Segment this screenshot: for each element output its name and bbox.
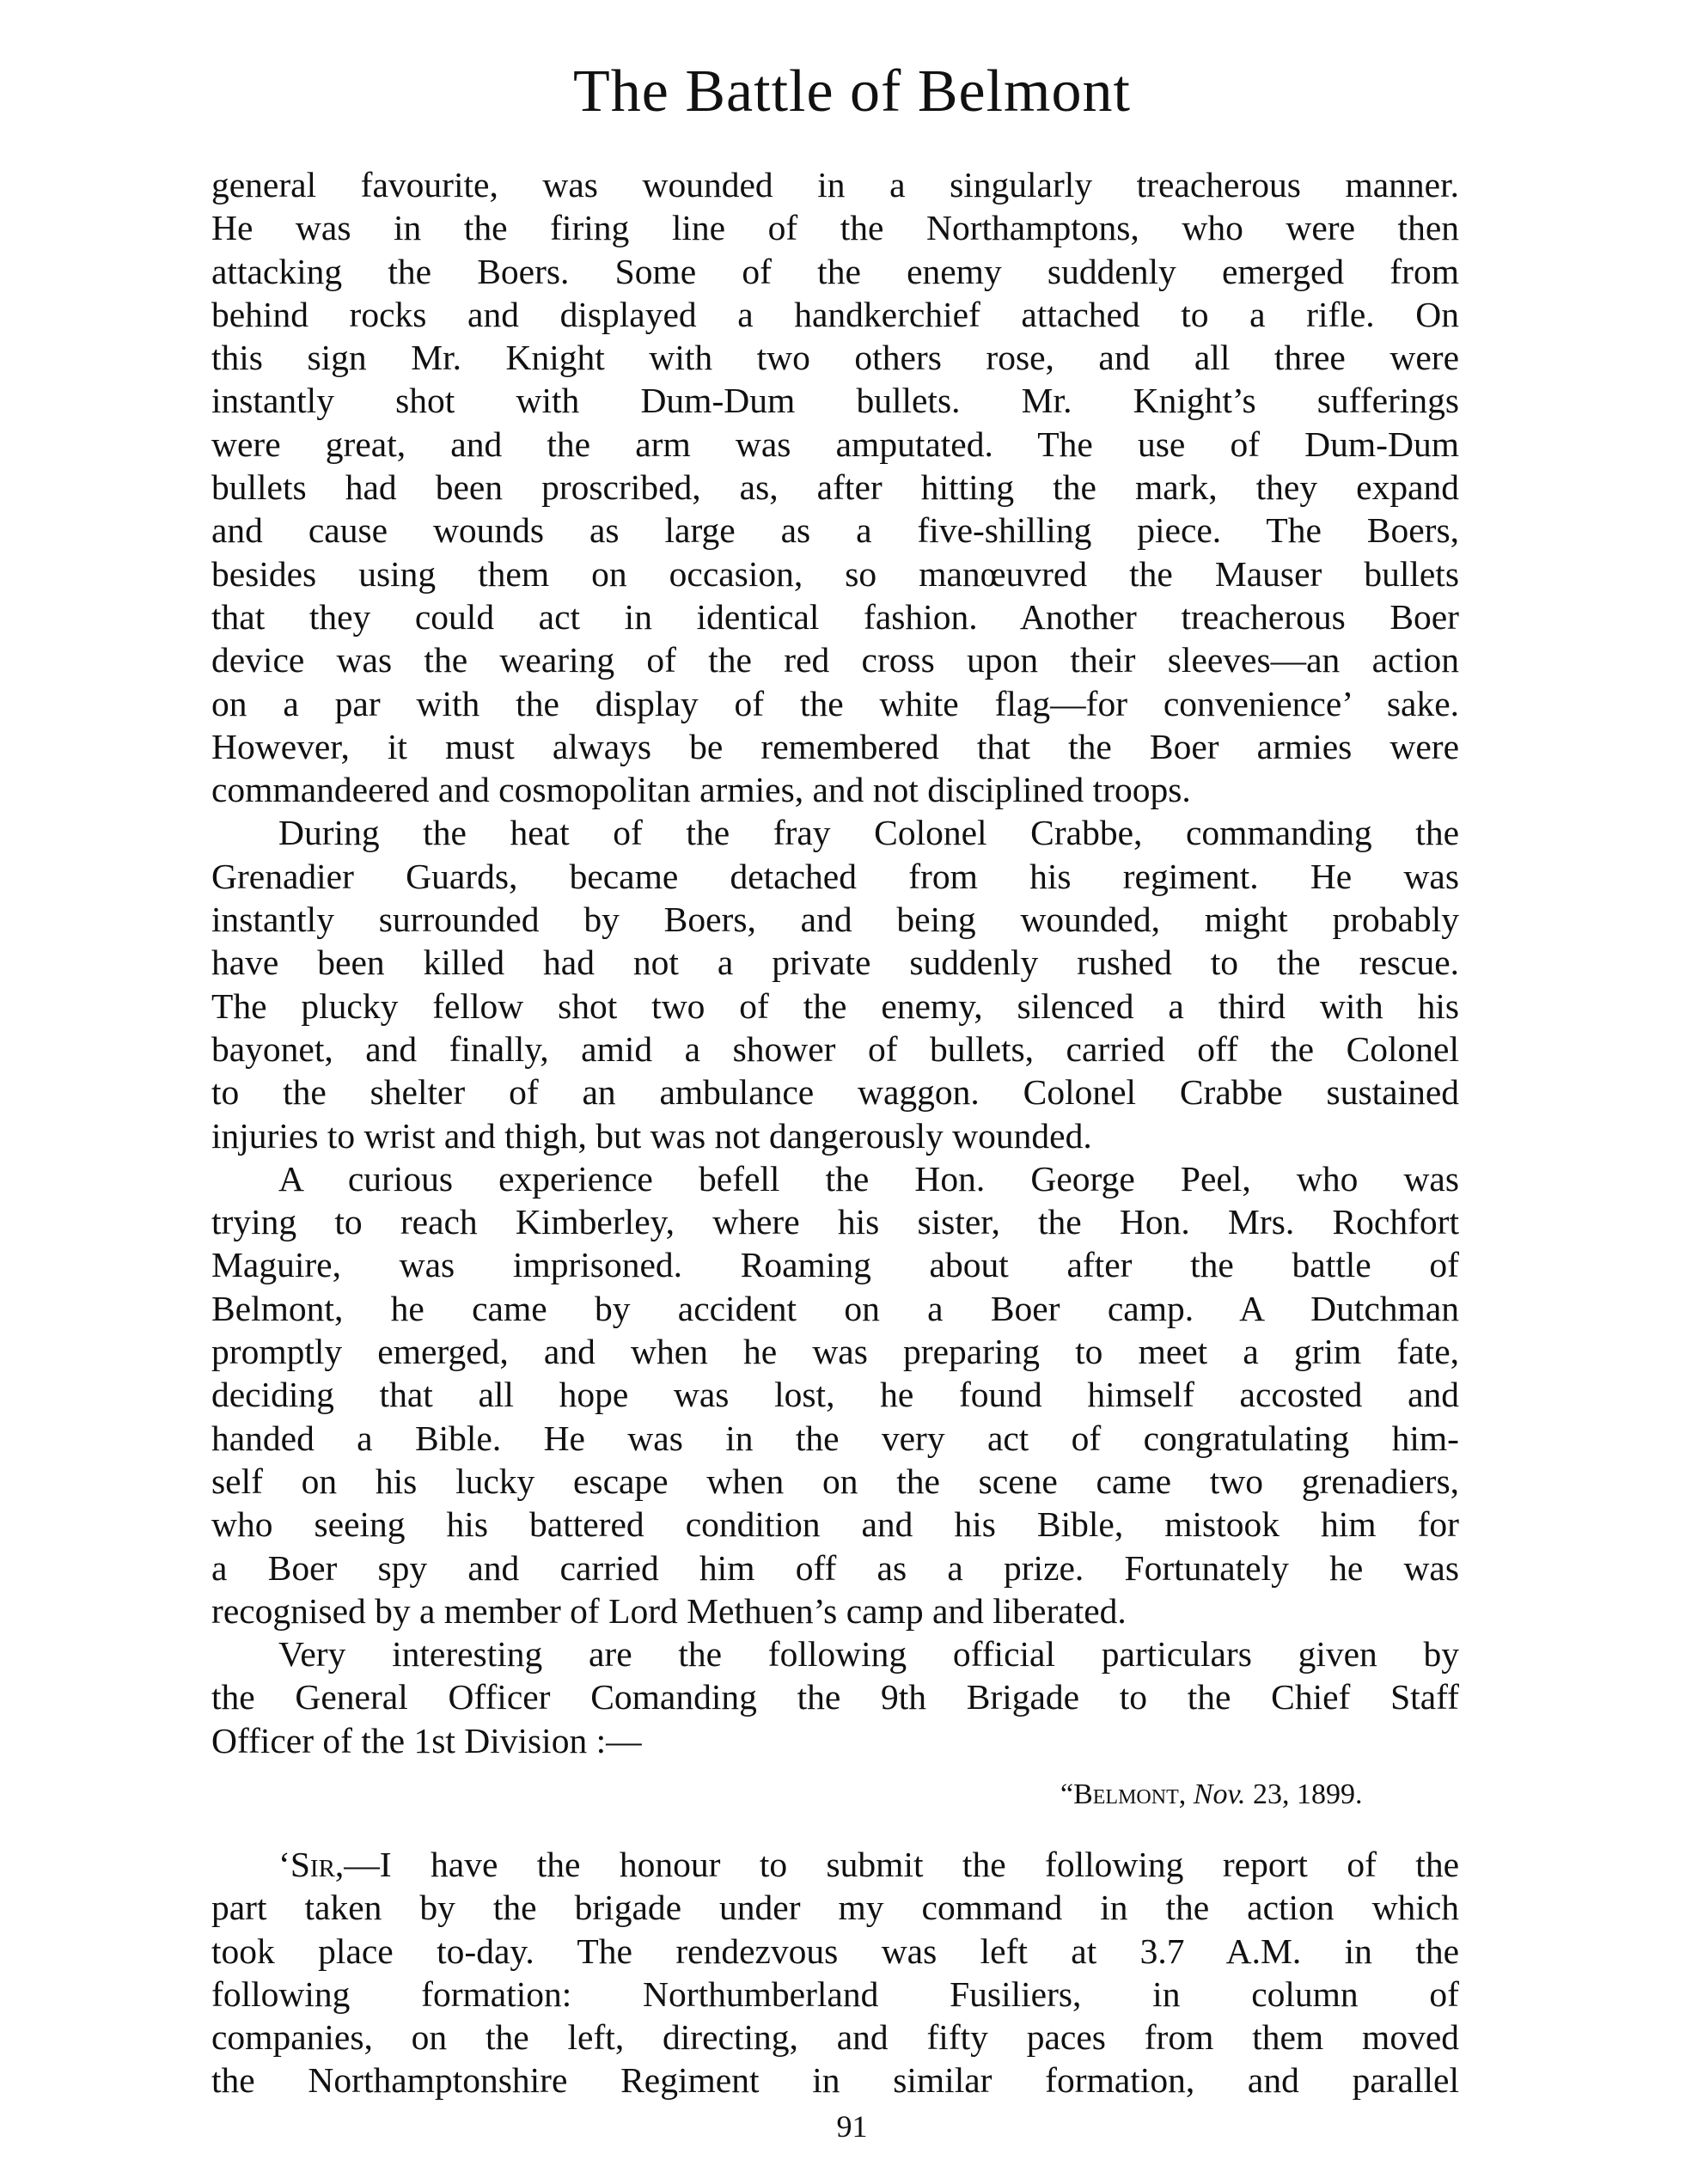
text-line: the Northamptonshire Regiment in similar formation, and parallel xyxy=(211,2060,1459,2101)
dateline-date: 23, 1899. xyxy=(1253,1778,1363,1810)
dateline-month: Nov. xyxy=(1193,1778,1246,1810)
paragraph-knight-wounded xyxy=(211,163,1459,811)
text-line: trying to reach Kimberley, where his sister, the Hon. Mrs. Rochfort xyxy=(211,1202,1459,1242)
dateline-open-quote: “ xyxy=(1060,1778,1074,1810)
text-line: self on his lucky escape when on the scene came two grenadiers, xyxy=(211,1461,1459,1501)
text-line: a Boer spy and carried him off as a prize. Fortunately he was xyxy=(211,1547,1459,1588)
text-line: bayonet, and finally, amid a shower of bullets, carried off the Colonel xyxy=(211,1028,1459,1069)
running-head: The Battle of Belmont xyxy=(573,58,1131,125)
text-line: He was in the firing line of the Northamptons, who were then xyxy=(211,208,1459,248)
text-line: who seeing his battered condition and his Bible, mistook him for xyxy=(211,1504,1459,1545)
letter-dateline xyxy=(1060,1773,1363,1816)
text-line: that they could act in identical fashion. Another treacherous Boer xyxy=(211,596,1459,637)
salutation: Sir, xyxy=(290,1845,345,1884)
letter-text xyxy=(211,1843,1459,2102)
dateline-place: Belmont, xyxy=(1073,1778,1187,1810)
text-line: were great, and the arm was amputated. The use of Dum-Dum xyxy=(211,424,1459,464)
letter-first-line: —I have the honour to submit the following report of the xyxy=(344,1845,1459,1884)
text-line: companies, on the left, directing, and fifty paces from them moved xyxy=(211,2017,1459,2058)
paragraph-letter xyxy=(211,1843,1459,2102)
text-line: During the heat of the fray Colonel Crabbe, commanding the xyxy=(278,813,1459,853)
text-line: handed a Bible. He was in the very act of congratulating him- xyxy=(211,1418,1459,1458)
text-line: took place to-day. The rendezvous was left at 3.7 A.M. in the xyxy=(211,1931,1459,1971)
text-line: on a par with the display of the white flag—for convenience’ sake. xyxy=(211,683,1459,723)
text-line xyxy=(211,1843,1459,1886)
text-line: behind rocks and displayed a handkerchief attached to a rifle. On xyxy=(211,294,1459,334)
paragraph-colonel-crabbe xyxy=(211,811,1459,1156)
text-line: besides using them on occasion, so manœuvred the Mauser bullets xyxy=(211,553,1459,594)
text-line: The plucky fellow shot two of the enemy, silenced a third with his xyxy=(211,985,1459,1026)
text-line: Officer of the 1st Division :— xyxy=(211,1720,642,1760)
text-line: recognised by a member of Lord Methuen’s camp and liberated. xyxy=(211,1590,1127,1631)
salutation-quote: ‘ xyxy=(278,1845,290,1884)
text-line: However, it must always be remembered that the Boer armies were xyxy=(211,726,1459,766)
text-line: following formation: Northumberland Fusiliers, in column of xyxy=(211,1974,1459,2014)
text-line: device was the wearing of the red cross upon their sleeves—an action xyxy=(211,640,1459,680)
text-line: bullets had been proscribed, as, after hitting the mark, they expand xyxy=(211,467,1459,508)
text-line: instantly shot with Dum-Dum bullets. Mr. Knight’s sufferings xyxy=(211,381,1459,421)
text-line: part taken by the brigade under my command in the action which xyxy=(211,1888,1459,1928)
text-line: Grenadier Guards, became detached from his regiment. He was xyxy=(211,856,1459,896)
text-line: promptly emerged, and when he was preparing to meet a grim fate, xyxy=(211,1332,1459,1372)
text-line: commandeered and cosmopolitan armies, and not disciplined troops. xyxy=(211,770,1191,810)
text-line: instantly surrounded by Boers, and being wounded, might probably xyxy=(211,900,1459,940)
text-line: general favourite, was wounded in a singularly treacherous manner. xyxy=(211,165,1459,204)
text-line: the General Officer Comanding the 9th Brigade to the Chief Staff xyxy=(211,1677,1459,1717)
text-line: Belmont, he came by accident on a Boer camp. A Dutchman xyxy=(211,1288,1459,1328)
text-line: A curious experience befell the Hon. George Peel, who was xyxy=(278,1158,1459,1199)
text-line: deciding that all hope was lost, he found himself accosted and xyxy=(211,1375,1459,1415)
text-line: Maguire, was imprisoned. Roaming about after the battle of xyxy=(211,1245,1459,1285)
body-text xyxy=(211,163,1459,1762)
text-line: this sign Mr. Knight with two others rose, and all three were xyxy=(211,338,1459,378)
text-line: and cause wounds as large as a five-shilling piece. The Boers, xyxy=(211,510,1459,551)
text-line: have been killed had not a private suddenly rushed to the rescue. xyxy=(211,943,1459,983)
page-number: 91 xyxy=(836,2109,868,2144)
text-line: to the shelter of an ambulance waggon. Colonel Crabbe sustained xyxy=(211,1072,1459,1113)
paragraph-george-peel xyxy=(211,1157,1459,1632)
text-line: injuries to wrist and thigh, but was not dangerously wounded. xyxy=(211,1115,1092,1156)
paragraph-official-particulars xyxy=(211,1632,1459,1762)
text-line: Very interesting are the following official particulars given by xyxy=(278,1634,1459,1675)
text-line: attacking the Boers. Some of the enemy suddenly emerged from xyxy=(211,251,1459,291)
